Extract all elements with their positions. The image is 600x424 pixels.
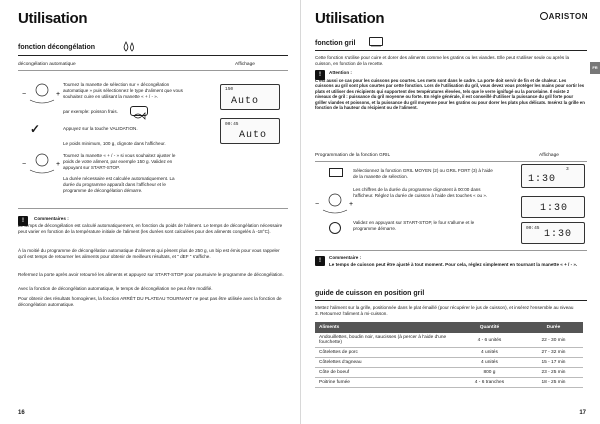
page-number-right: 17 [579,410,586,416]
comment-text: Le temps de cuisson peut être ajusté à tout moment. Pour cela, réglez simplement en tournant la manette « + / - ». [329,262,578,267]
cooking-table-header [315,322,583,333]
cell-food: Côte de boeuf [315,368,455,378]
svg-text:+: + [56,91,61,98]
svg-text:−: − [22,161,27,168]
section-title-grill: fonction gril [315,40,356,47]
lcd-auto-text-2: Auto [239,130,268,141]
fish-icon [130,106,148,116]
svg-text:−: − [315,201,320,208]
grill-lcd-3 [521,222,585,244]
cell-quantity: 4 - 6 unités [455,333,524,348]
knob-plus-minus-diagram [22,150,62,181]
comment-icon: ! [315,256,325,266]
cell-quantity: 4 - 6 tranches [455,378,524,388]
svg-text:+: + [349,201,354,208]
grill-icon [369,37,383,46]
comment-title: Commentaire : [329,255,362,260]
note-3: Refermez la porte après avoir retourné les aliments et appuyez sur START-STOP pour poursuivre le programme de décongélation. [18,272,284,277]
step-1-text: Tournez la manette de sélection sur « décongélation automatique » puis sélectionnez le type d'aliment que vous souhaitez cuire en utilisant la manette « + / - ». [63,82,183,99]
header-quantite: Quantité [455,322,524,333]
page-number-left: 16 [18,410,25,416]
cell-food: Poitrine fumée [315,378,455,388]
language-tab: FR [590,62,600,74]
grill-lcd-2 [521,196,585,218]
cell-food: Andouillettes, boudin noir, saucisses (à percer à l'aide d'une fourchette) [315,333,455,348]
page-title-right: Utilisation [315,10,385,27]
grill-knob-diagram [315,190,355,221]
header-aliments: Aliments [315,322,455,333]
grill-lcd-num: 3 [566,167,569,172]
page-title-left: Utilisation [18,10,88,27]
cell-quantity: 4 unités [455,348,524,358]
grill-step-3: Validez en appuyant sur START-STOP, le four s'allume et le programme démarre. [353,220,475,231]
grill-step-1: Sélectionnez la fonction GRIL MOYEN (2) ou GRIL FORT (3) à l'aide de la manette de sélection. [353,168,493,179]
svg-text:−: − [22,91,27,98]
step-1-example: par exemple: poisson frais. [63,109,118,114]
header-duree: Durée [524,322,583,333]
col-label-auto-defrost: décongélation automatique [18,62,76,67]
cell-quantity: 800 g [455,368,524,378]
brand-logo [540,12,588,21]
grill-col-label-right: Affichage [539,153,559,158]
warning-icon: ! [18,216,28,226]
cooking-table [315,322,583,388]
table-row [315,368,583,378]
grill-separator [315,250,587,251]
attention-title: Attention : [329,70,352,75]
step-4-text: Tournez la manette « + / - » si vous souhaitez ajuster le poids de votre aliment, par exemple 150 g. Validez en appuyant sur START-STOP. [63,153,176,170]
step-3-text: Le poids minimum, 100 g, clignote dans l'afficheur. [63,141,166,146]
attention-text: C'est aussi ce cas pour les cuissons peu courtes. Les mets sont dans le cadre. La porte doit servir de fin et de chaleur. Les cuissons au gril sont plus courtes par cette fonction. Lors de l'utilisation du gril, vous devez vous protéger les mains pour sortir les plats et utiliser des récipients qui supportent des températures élevées, tels que le verre ignifugé ou la porcelaine. Il existe 2 niveaux de gril : puissance du gril moyenne ou forte. En règle générale, il est conseillé d'utiliser la puissance du gril forte pour griller viandes et poissons, et la puissance du gril moyenne pour les gratins ou pour dorer les plats plus délicats. Insérez la grille en fonction de la hauteur du récipient ou de l'aliment. [315,78,585,111]
lcd-time: 00:45 [225,122,239,127]
step-2-text: Appuyez sur la touche VALIDATION. [63,126,138,131]
grill-intro: Cette fonction s'utilise pour cuire et dorer des aliments comme les gratins ou les viandes. Elle peut s'utiliser seule ou après la cuisson, en fonction de la recette. [315,55,570,66]
grill-lcd-1 [521,164,585,188]
lcd-display-2 [220,118,280,144]
brand-ring-icon [540,12,548,20]
guide-intro: Mettez l'aliment sur la grille, positionnée dans le plat émaillé (pour récupérer le jus de cuisson), et insérez l'ensemble au niveau 3. Retournez l'aliment à mi-cuisson. [315,305,574,316]
section-rule-right [315,50,587,51]
grill-col-label-left: Programmation de la fonction GRIL [315,153,391,158]
attention-icon: ! [315,70,325,80]
header-line [18,70,288,71]
grill-lcd-3-time: 00:45 [526,226,540,231]
cooking-guide-title: guide de cuisson en position gril [315,290,425,297]
step-5-text: La durée nécessaire est calculée automatiquement. La durée du programme apparaît dans l'afficheur et le programme de décongélation démarre. [63,176,175,193]
cell-duration: 27 - 32 min [524,348,583,358]
cell-duration: 15 - 17 min [524,358,583,368]
col-label-display: Affichage [235,62,255,67]
note-5: Pour obtenir des résultats homogènes, la fonction ARRÊT DU PLATEAU TOURNANT ne peut pas être utilisée avec la fonction de décongélation automatique. [18,296,282,307]
section-rule [18,55,288,56]
guide-rule [315,300,587,301]
check-icon: ✓ [30,122,41,136]
grill-header-line [315,161,587,162]
note-2: À la moitié du programme de décongélation automatique d'aliments qui pèsent plus de 250 g, un bip est émis pour vous rappeler qu'il est temps de retourner les aliments pour obtenir de meilleurs résultats, et " dEF " s'affiche. [18,248,280,259]
note-title: Commentaires : [34,216,69,221]
cell-duration: 23 - 25 min [524,368,583,378]
table-row [315,378,583,388]
grill-lcd-time: 1:30 [528,174,557,185]
lcd-auto-text: Auto [231,96,260,107]
grill-step-1-icon [329,168,343,177]
svg-text:+: + [56,161,61,168]
separator-line [18,208,288,209]
lcd-display-1 [220,84,280,110]
table-row [315,333,583,348]
table-row [315,348,583,358]
right-page [300,0,600,424]
cell-duration: 18 - 25 min [524,378,583,388]
knob-selector-diagram [22,80,62,111]
start-stop-icon [329,222,341,234]
cell-quantity: 4 unités [455,358,524,368]
grill-step-2: Les chiffres de la durée du programme clignotent à 00:00 dans l'afficheur. Réglez la durée de cuisson à l'aide des touches « ou ». [353,187,488,198]
brand-name: ARISTON [548,12,588,21]
cell-food: Côtelettes de porc [315,348,455,358]
lcd-weight: 150 [225,87,234,92]
grill-lcd-2-time: 1:30 [540,203,569,214]
cell-food: Côtelettes d'agneau [315,358,455,368]
section-title-defrost: fonction décongélation [18,44,95,51]
table-row [315,358,583,368]
cell-duration: 22 - 30 min [524,333,583,348]
note-1: Le temps de décongélation est calculé automatiquement, en fonction du poids de l'aliment. Le temps de décongélation nécessaire peut varier en fonction de la température initiale de l'aliment (les durées sont calculées pour des aliments congelés à -18°C). [18,223,283,234]
note-4: Avec la fonction de décongélation automatique, le temps de décongélation ne peut être modifié. [18,286,213,291]
grill-lcd-3-right: 1:30 [544,229,573,240]
